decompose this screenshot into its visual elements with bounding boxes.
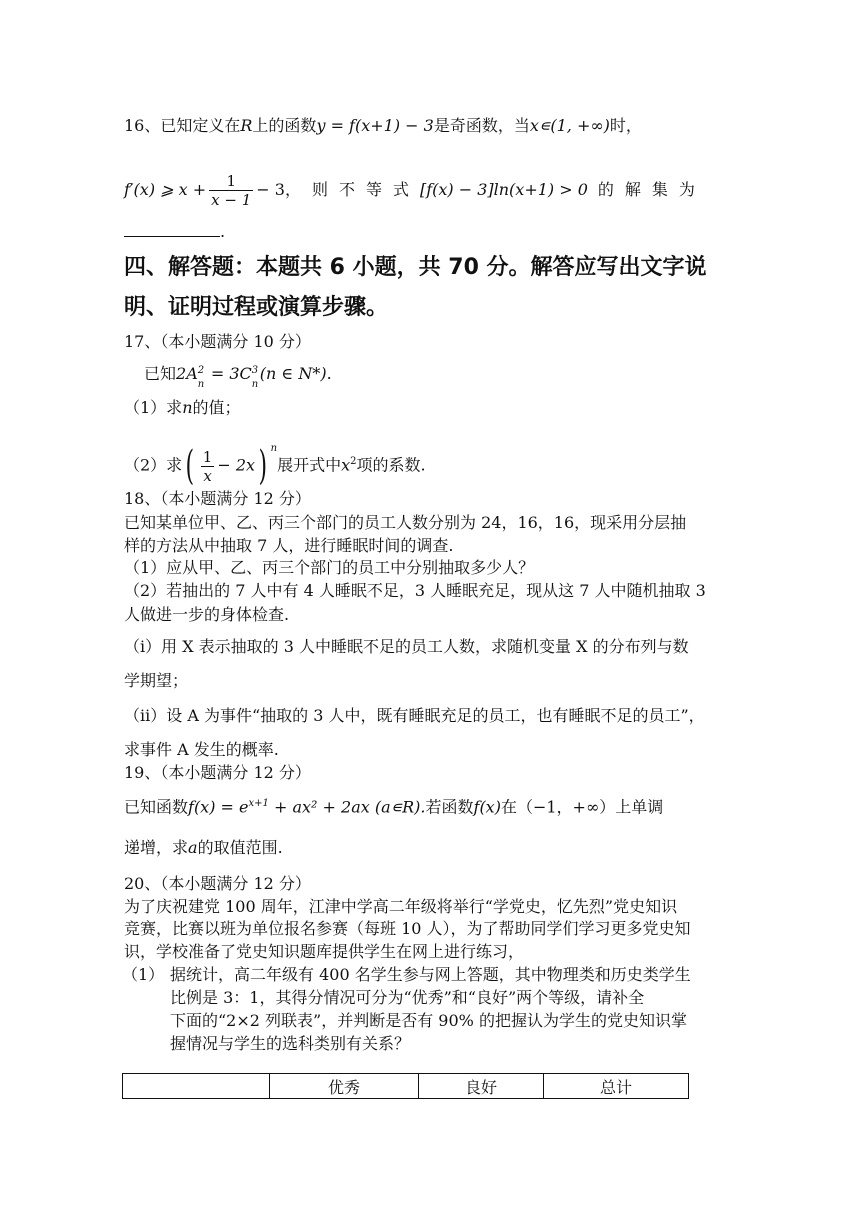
right-paren: ) <box>258 443 268 489</box>
superscript: x+1 <box>248 798 269 809</box>
q16-fraction <box>209 172 253 209</box>
q17-title: 17、（本小题满分 10 分） <box>124 332 311 351</box>
q18-part1: （1）应从甲、乙、丙三个部门的员工中分别抽取多少人？ <box>124 558 535 577</box>
q16-line3 <box>124 222 225 242</box>
q18-text: 已知某单位甲、乙、丙三个部门的员工人数分别为 24，16，16，现采用分层抽 <box>124 513 687 532</box>
q20-title: 20、（本小题满分 12 分） <box>124 874 311 893</box>
subscript: n <box>197 378 205 390</box>
q16-interval-expr: x∊(1, +∞) <box>529 116 610 135</box>
left-paren: ( <box>185 443 195 489</box>
q19-title: 19、（本小题满分 12 分） <box>124 763 311 782</box>
q17-var: n <box>182 398 193 417</box>
q16-text: 的解集为 <box>597 180 706 199</box>
q17-text: 的值； <box>192 398 241 417</box>
q17-condition: (n ∈ N*) <box>259 364 327 383</box>
q16-period: . <box>220 222 226 241</box>
q18-text: 学期望； <box>124 671 189 690</box>
q17-var: x <box>341 455 351 475</box>
fraction-numerator: 1 <box>209 172 253 191</box>
q17-scripts <box>197 364 206 390</box>
q19-text: 递增，求 <box>124 838 189 857</box>
q16-text: 时， <box>609 116 642 135</box>
q18-text: 样的方法从中抽取 7 人，进行睡眠时间的调查. <box>124 536 454 555</box>
q20-text: 为了庆祝建党 100 周年，江津中学高二年级将举行“学党史，忆先烈”党史知识 <box>124 897 678 916</box>
q17-text: 项的系数. <box>356 455 426 475</box>
q17-text: 已知 <box>144 364 177 383</box>
q17-text: （1）求 <box>124 398 183 417</box>
q16-line1 <box>124 116 642 136</box>
q17-text: （2）求 <box>124 455 183 475</box>
table-header-cell: 良好 <box>419 1074 544 1099</box>
table-header-cell <box>123 1074 270 1099</box>
q16-derivative-expr: f′(x) ⩾ x + <box>124 180 207 199</box>
q16-function-expr: y = f(x+1) − 3 <box>316 116 434 135</box>
q17-expr: = 3C <box>205 364 252 383</box>
section-heading-cont: 明、证明过程或演算步骤。 <box>124 295 389 320</box>
q17-fraction <box>201 448 215 485</box>
exponent: n <box>270 442 278 454</box>
q19-text: 的取值范围. <box>197 838 283 857</box>
q16-text: ，则不等式 <box>284 180 420 199</box>
q19-var: a <box>188 838 198 857</box>
q18-text: 人做进一步的身体检查. <box>124 605 290 624</box>
q20-part1-text: 下面的“2×2 列联表”，并判断是否有 90% 的把握认为学生的党史知识掌 <box>170 1011 687 1030</box>
q16-inequality-expr: [f(x) − 3]ln(x+1) > 0 <box>419 180 588 199</box>
q20-part1-text: 比例是 3：1，其得分情况可分为“优秀”和“良好”两个等级，请补全 <box>170 988 645 1007</box>
q19-text: 若函数 <box>425 797 474 817</box>
q16-line2 <box>124 172 706 209</box>
q19-expr: f(x) = e <box>188 797 249 817</box>
q19-text: 已知函数 <box>124 797 189 817</box>
q17-expr: 2A <box>176 364 198 383</box>
q17-text: 展开式中 <box>277 455 342 475</box>
q19-text: 在（−1，+∞）上单调 <box>500 797 664 817</box>
q17-part1 <box>124 398 241 418</box>
q18-title: 18、（本小题满分 12 分） <box>124 489 311 508</box>
q16-text: 是奇函数，当 <box>433 116 530 135</box>
q19-expr: + ax² + 2ax (a∊R). <box>268 797 426 817</box>
q17-given <box>144 364 332 390</box>
q18-part-i: （i）用 X 表示抽取的 3 人中睡眠不足的员工人数，求随机变量 X 的分布列与数 <box>124 637 689 656</box>
q16-var-r: R <box>240 116 253 135</box>
table-header-cell: 优秀 <box>270 1074 419 1099</box>
answer-blank <box>124 222 220 237</box>
q17-period: . <box>326 364 332 383</box>
table-header-cell: 总计 <box>544 1074 689 1099</box>
superscript: 2 <box>350 456 357 468</box>
q19-line1 <box>124 794 663 817</box>
q16-expr-tail: − 3 <box>256 180 285 199</box>
q19-expr: f(x) <box>473 797 501 817</box>
table-header-row <box>123 1074 689 1099</box>
q19-line2 <box>124 838 283 858</box>
superscript: 3 <box>251 364 259 376</box>
subscript: n <box>251 378 259 390</box>
q18-part2: （2）若抽出的 7 人中有 4 人睡眠不足，3 人睡眠充足，现从这 7 人中随机抽取 3 <box>124 581 706 600</box>
fraction-numerator: 1 <box>202 447 213 466</box>
q16-text: 16、已知定义在 <box>124 116 241 135</box>
fraction-denominator: x − 1 <box>211 191 252 209</box>
contingency-table <box>122 1073 689 1099</box>
q20-part1-text: 握情况与学生的选科类别有关系？ <box>170 1034 411 1053</box>
fraction-denominator: x <box>203 466 212 485</box>
q17-part2 <box>124 442 426 489</box>
q20-text: 竞赛，比赛以班为单位报名参赛（每班 10 人），为了帮助同学们学习更多党史知 <box>124 919 691 938</box>
q20-part1-number: （1） <box>122 965 165 984</box>
q20-text: 识，学校准备了党史知识题库提供学生在网上进行练习， <box>124 942 525 961</box>
q17-expr: − 2x <box>217 455 256 475</box>
superscript: 2 <box>197 364 205 376</box>
q18-text: 求事件 A 发生的概率. <box>124 740 279 759</box>
q20-part1-text: 据统计，高二年级有 400 名学生参与网上答题，其中物理类和历史类学生 <box>170 965 691 984</box>
section-heading: 四、解答题：本题共 6 小题，共 70 分。解答应写出文字说 <box>124 255 707 280</box>
q17-scripts <box>251 364 260 390</box>
q16-text: 上的函数 <box>252 116 317 135</box>
q18-part-ii: （ii）设 A 为事件“抽取的 3 人中，既有睡眠充足的员工，也有睡眠不足的员工”， <box>124 706 705 725</box>
